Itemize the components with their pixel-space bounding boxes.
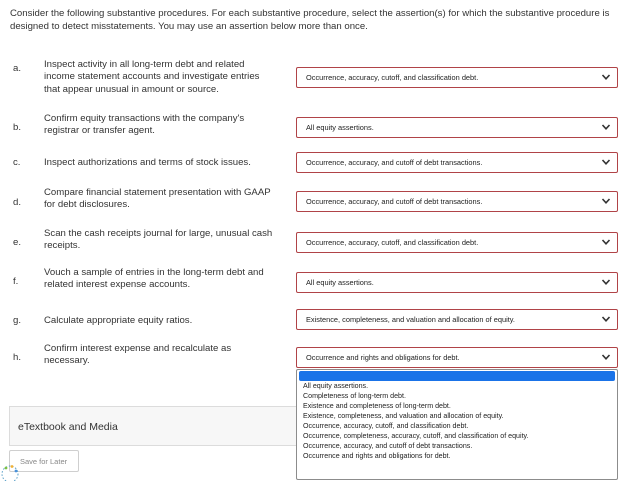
procedure-text: Confirm interest expense and recalculate as necessary.	[44, 343, 232, 367]
procedure-row-a	[0, 59, 620, 99]
assertion-select-c[interactable]	[296, 152, 618, 173]
procedure-text: Scan the cash receipts journal for large, unusual cash receipts.	[44, 228, 273, 252]
chevron-down-icon	[601, 196, 611, 206]
procedure-text: Inspect authorizations and terms of stock issues.	[44, 157, 251, 168]
chevron-down-icon	[601, 72, 611, 82]
chevron-down-icon	[601, 314, 611, 324]
procedure-letter: b.	[13, 122, 22, 133]
assertion-select-value: Occurrence and rights and obligations for debt.	[306, 353, 460, 362]
assertion-select-e[interactable]	[296, 232, 618, 253]
assertion-select-a[interactable]	[296, 67, 618, 88]
dropdown-option[interactable]: Occurrence, accuracy, cutoff, and classification debt.	[303, 422, 469, 430]
chevron-down-icon	[601, 237, 611, 247]
chevron-down-icon	[601, 277, 611, 287]
procedure-text: Compare financial statement presentation with GAAP for debt disclosures.	[44, 187, 271, 211]
assertion-select-value: All equity assertions.	[306, 278, 374, 287]
assertion-select-value: Occurrence, accuracy, cutoff, and classification debt.	[306, 73, 479, 82]
procedure-letter: c.	[13, 157, 21, 168]
dropdown-highlighted-option[interactable]	[299, 371, 615, 381]
procedure-letter: h.	[13, 352, 22, 363]
assertion-select-b[interactable]	[296, 117, 618, 138]
loading-dots-icon	[0, 462, 20, 481]
dropdown-option[interactable]: Existence, completeness, and valuation and allocation of equity.	[303, 412, 504, 420]
chevron-down-icon	[601, 122, 611, 132]
procedure-text: Vouch a sample of entries in the long-term debt and related interest expense accounts.	[44, 267, 264, 291]
procedure-row-e	[0, 228, 620, 258]
assertion-select-g[interactable]	[296, 309, 618, 330]
procedure-row-f	[0, 267, 620, 297]
assertion-select-value: Occurrence, accuracy, and cutoff of debt transactions.	[306, 158, 483, 167]
dropdown-option[interactable]: All equity assertions.	[303, 382, 369, 390]
procedure-text: Inspect activity in all long-term debt and related income statement accounts and investigate entries that appear unusual in amount or source.	[44, 59, 260, 95]
procedure-text: Confirm equity transactions with the company's registrar or transfer agent.	[44, 113, 245, 137]
dropdown-option[interactable]: Completeness of long-term debt.	[303, 392, 406, 400]
etextbook-media-label: eTextbook and Media	[18, 421, 118, 433]
procedure-letter: f.	[13, 276, 19, 287]
assertion-dropdown-list[interactable]	[296, 369, 618, 480]
dropdown-option[interactable]: Occurrence and rights and obligations for debt.	[303, 452, 451, 460]
dropdown-option[interactable]: Occurrence, completeness, accuracy, cutoff, and classification of equity.	[303, 432, 529, 440]
procedure-letter: e.	[13, 237, 22, 248]
procedure-letter: d.	[13, 197, 22, 208]
assertion-select-d[interactable]	[296, 191, 618, 212]
procedure-text: Calculate appropriate equity ratios.	[44, 315, 193, 326]
procedure-row-g	[0, 309, 620, 339]
assertion-select-value: Occurrence, accuracy, cutoff, and classification debt.	[306, 238, 479, 247]
chevron-down-icon	[601, 157, 611, 167]
instructions-text: Consider the following substantive procedures. For each substantive procedure, select the assertion(s) for which the substantive procedure is designed to detect misstatements. You may use an assertion below more than once.	[10, 8, 610, 32]
dropdown-option[interactable]: Occurrence, accuracy, and cutoff of debt transactions.	[303, 442, 473, 450]
procedure-letter: a.	[13, 63, 22, 74]
assertion-select-value: Occurrence, accuracy, and cutoff of debt transactions.	[306, 197, 483, 206]
procedure-letter: g.	[13, 315, 22, 326]
dropdown-option[interactable]: Existence and completeness of long-term debt.	[303, 402, 451, 410]
assertion-select-value: Existence, completeness, and valuation and allocation of equity.	[306, 315, 515, 324]
assertion-select-h[interactable]	[296, 347, 618, 368]
assertion-select-f[interactable]	[296, 272, 618, 293]
assertion-select-value: All equity assertions.	[306, 123, 374, 132]
procedure-row-d	[0, 187, 620, 217]
procedure-row-b	[0, 113, 620, 143]
procedure-row-c	[0, 152, 620, 182]
save-for-later-label: Save for Later	[20, 457, 68, 466]
etextbook-media-panel[interactable]	[9, 406, 299, 446]
chevron-down-icon	[601, 352, 611, 362]
